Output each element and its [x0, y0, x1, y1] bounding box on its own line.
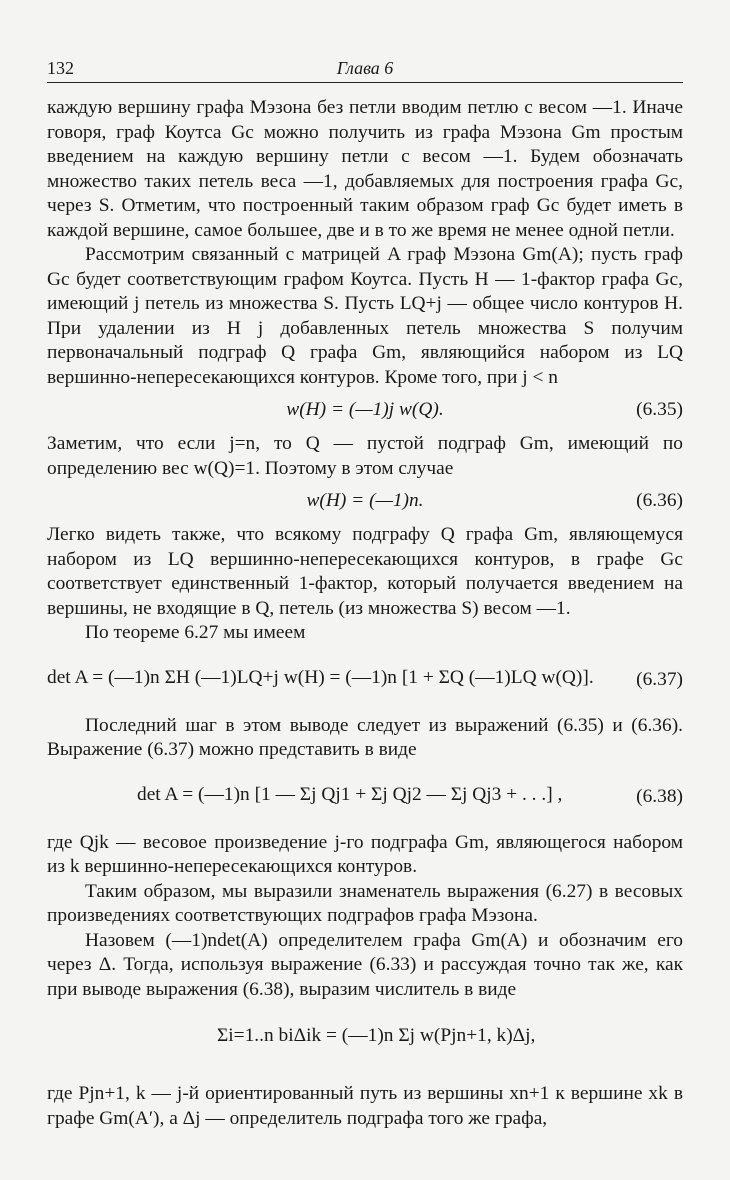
equation-number: (6.36) — [636, 490, 683, 511]
equation-formula: w(H) = (—1)j w(Q). — [286, 399, 444, 420]
paragraph: Последний шаг в этом выводе следует из выражений (6.35) и (6.36). Выражение (6.37) можно представить в виде — [47, 714, 683, 760]
page-body — [47, 96, 683, 1131]
equation-formula: det A = (—1)n [1 — Σj Qj1 + Σj Qj2 — Σj Qj3 + . . .] , — [137, 783, 563, 805]
equation-6-37 — [47, 656, 683, 702]
equation-number: (6.37) — [636, 668, 683, 690]
page-number: 132 — [47, 58, 74, 78]
equation-formula: Σi=1..n biΔik = (—1)n Σj w(Pjn+1, k)Δj, — [217, 1025, 536, 1046]
paragraph: Легко видеть также, что всякому подграфу Q графа Gm, являющемуся набором из LQ вершинно-непересекающихся контуров, в графе Gc соответствует единственный 1-фактор, который получается введением на вершины, не входящие в Q, петель (из множества S) весом —1. — [47, 524, 683, 619]
paragraph: Рассмотрим связанный с матрицей A граф Мэзона Gm(A); пусть граф Gc будет соответствующим графом Коутса. Пусть H — 1-фактор графа Gc, имеющий j петель из множества S. Пусть LQ+j — общее число контуров H. При удалении из H j добавленных петель множества S получим первоначальный подграф Q графа Gm, являющийся набором из LQ вершинно-непересекающихся контуров. Кроме того, при j < n — [47, 244, 683, 388]
paragraph: Назовем (—1)ndet(A) определителем графа Gm(A) и обозначим его через Δ. Тогда, используя выражение (6.33) и рассуждая точно так же, как при выводе выражения (6.38), выразим числитель в виде — [47, 929, 683, 1000]
paragraph: По теореме 6.27 мы имеем — [85, 622, 306, 643]
paragraph: Таким образом, мы выразили знаменатель выражения (6.27) в весовых произведениях соответствующих подграфов графа Мэзона. — [47, 880, 683, 926]
chapter-title: Глава 6 — [336, 58, 394, 78]
equation-formula: det A = (—1)n ΣH (—1)LQ+j w(H) = (—1)n [1 + ΣQ (—1)LQ w(Q)]. — [47, 666, 594, 688]
paragraph: где Qjk — весовое произведение j-го подграфа Gm, являющегося набором из k вершинно-непересекающихся контуров. — [47, 831, 683, 877]
equation-6-35 — [47, 398, 683, 424]
paragraph: Заметим, что если j=n, то Q — пустой подграф Gm, имеющий по определению вес w(Q)=1. Поэтому в этом случае — [47, 433, 683, 479]
equation-6-36 — [47, 489, 683, 515]
equation-number: (6.38) — [636, 785, 683, 807]
equation-numerator — [47, 1012, 683, 1070]
running-header — [47, 58, 683, 83]
equation-6-38 — [47, 773, 683, 819]
equation-number: (6.35) — [636, 399, 683, 420]
equation-formula: w(H) = (—1)n. — [306, 490, 424, 511]
paragraph: каждую вершину графа Мэзона без петли вводим петлю с весом —1. Иначе говоря, граф Коутса Gc можно получить из графа Мэзона Gm простым введением на каждую вершину петли с весом —1. Будем обозначать множество таких петель веса —1, добавляемых для построения графа Gc, через S. Отметим, что построенный таким образом граф Gc будет иметь в каждой вершине, самое большее, две и в то же время не менее одной петли. — [47, 97, 683, 241]
paragraph: где Pjn+1, k — j-й ориентированный путь из вершины xn+1 к вершине xk в графе Gm(A′), а Δj — определитель подграфа того же графа, — [47, 1083, 683, 1129]
